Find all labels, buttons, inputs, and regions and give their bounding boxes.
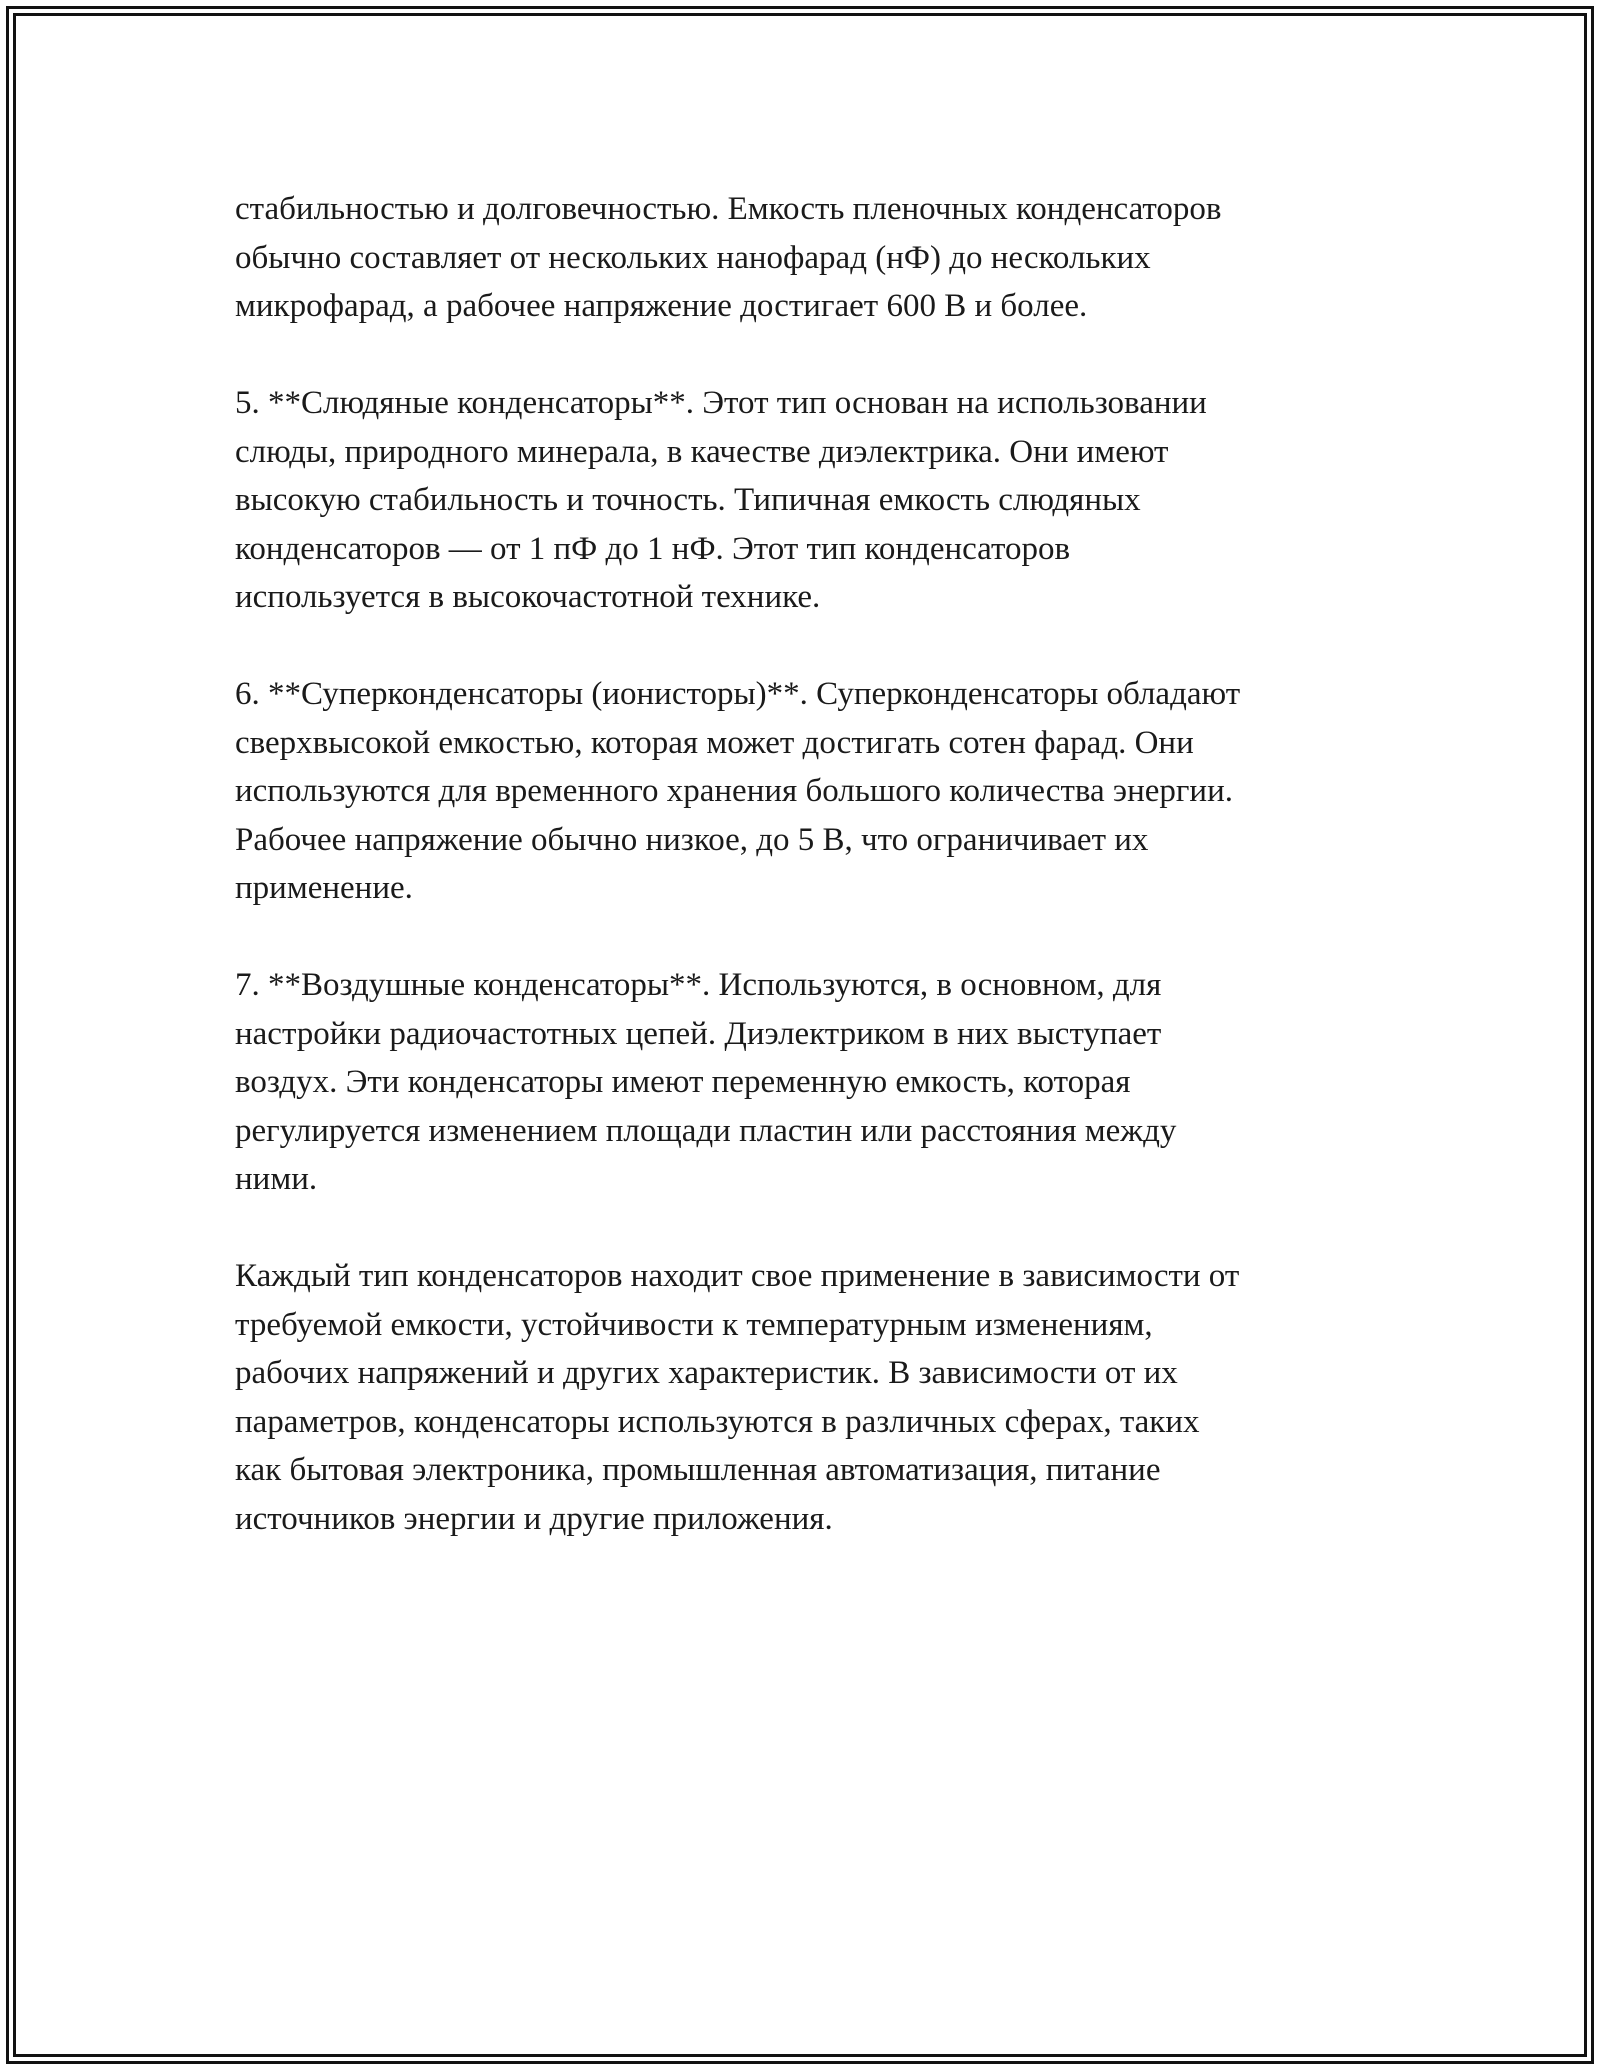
text-line: стабильностью и долговечностью. Емкость пленочных конденсаторов bbox=[235, 191, 1222, 227]
paragraph-supercapacitors bbox=[235, 670, 1375, 913]
paragraph-air-capacitors bbox=[235, 961, 1375, 1204]
text-line: рабочих напряжений и других характеристик. В зависимости от их bbox=[235, 1355, 1178, 1391]
document-body bbox=[235, 185, 1375, 1543]
paragraph-conclusion bbox=[235, 1252, 1375, 1543]
text-line: требуемой емкости, устойчивости к температурным изменениям, bbox=[235, 1306, 1153, 1343]
text-line: воздух. Эти конденсаторы имеют переменную емкость, которая bbox=[235, 1064, 1131, 1100]
text-line: слюды, природного минерала, в качестве диэлектрика. Они имеют bbox=[235, 433, 1169, 470]
text-line: сверхвысокой емкостью, которая может достигать сотен фарад. Они bbox=[235, 724, 1194, 761]
text-line: 6. **Суперконденсаторы (ионисторы)**. Суперконденсаторы обладают bbox=[235, 676, 1241, 712]
text-line: как бытовая электроника, промышленная автоматизация, питание bbox=[235, 1452, 1161, 1488]
text-line: настройки радиочастотных цепей. Диэлектриком в них выступает bbox=[235, 1015, 1162, 1052]
text-line: источников энергии и другие приложения. bbox=[235, 1500, 833, 1537]
text-line: ними. bbox=[235, 1161, 318, 1197]
text-line: регулируется изменением площади пластин или расстояния между bbox=[235, 1112, 1177, 1149]
text-line: параметров, конденсаторы используются в различных сферах, таких bbox=[235, 1403, 1200, 1440]
paragraph-mica-capacitors bbox=[235, 379, 1375, 622]
text-line: конденсаторов — от 1 пФ до 1 нФ. Этот тип конденсаторов bbox=[235, 530, 1071, 567]
text-line: микрофарад, а рабочее напряжение достигает 600 В и более. bbox=[235, 288, 1088, 324]
text-line: высокую стабильность и точность. Типичная емкость слюдяных bbox=[235, 482, 1141, 518]
text-line: применение. bbox=[235, 870, 413, 906]
text-line: используется в высокочастотной технике. bbox=[235, 579, 821, 615]
text-line: Каждый тип конденсаторов находит свое применение в зависимости от bbox=[235, 1258, 1240, 1294]
text-line: обычно составляет от нескольких нанофарад (нФ) до нескольких bbox=[235, 239, 1151, 276]
text-line: используются для временного хранения большого количества энергии. bbox=[235, 773, 1233, 809]
text-line: 5. **Слюдяные конденсаторы**. Этот тип основан на использовании bbox=[235, 385, 1207, 421]
paragraph-film-capacitors-continued bbox=[235, 185, 1375, 331]
text-line: Рабочее напряжение обычно низкое, до 5 В, что ограничивает их bbox=[235, 821, 1149, 858]
text-line: 7. **Воздушные конденсаторы**. Используются, в основном, для bbox=[235, 967, 1162, 1003]
